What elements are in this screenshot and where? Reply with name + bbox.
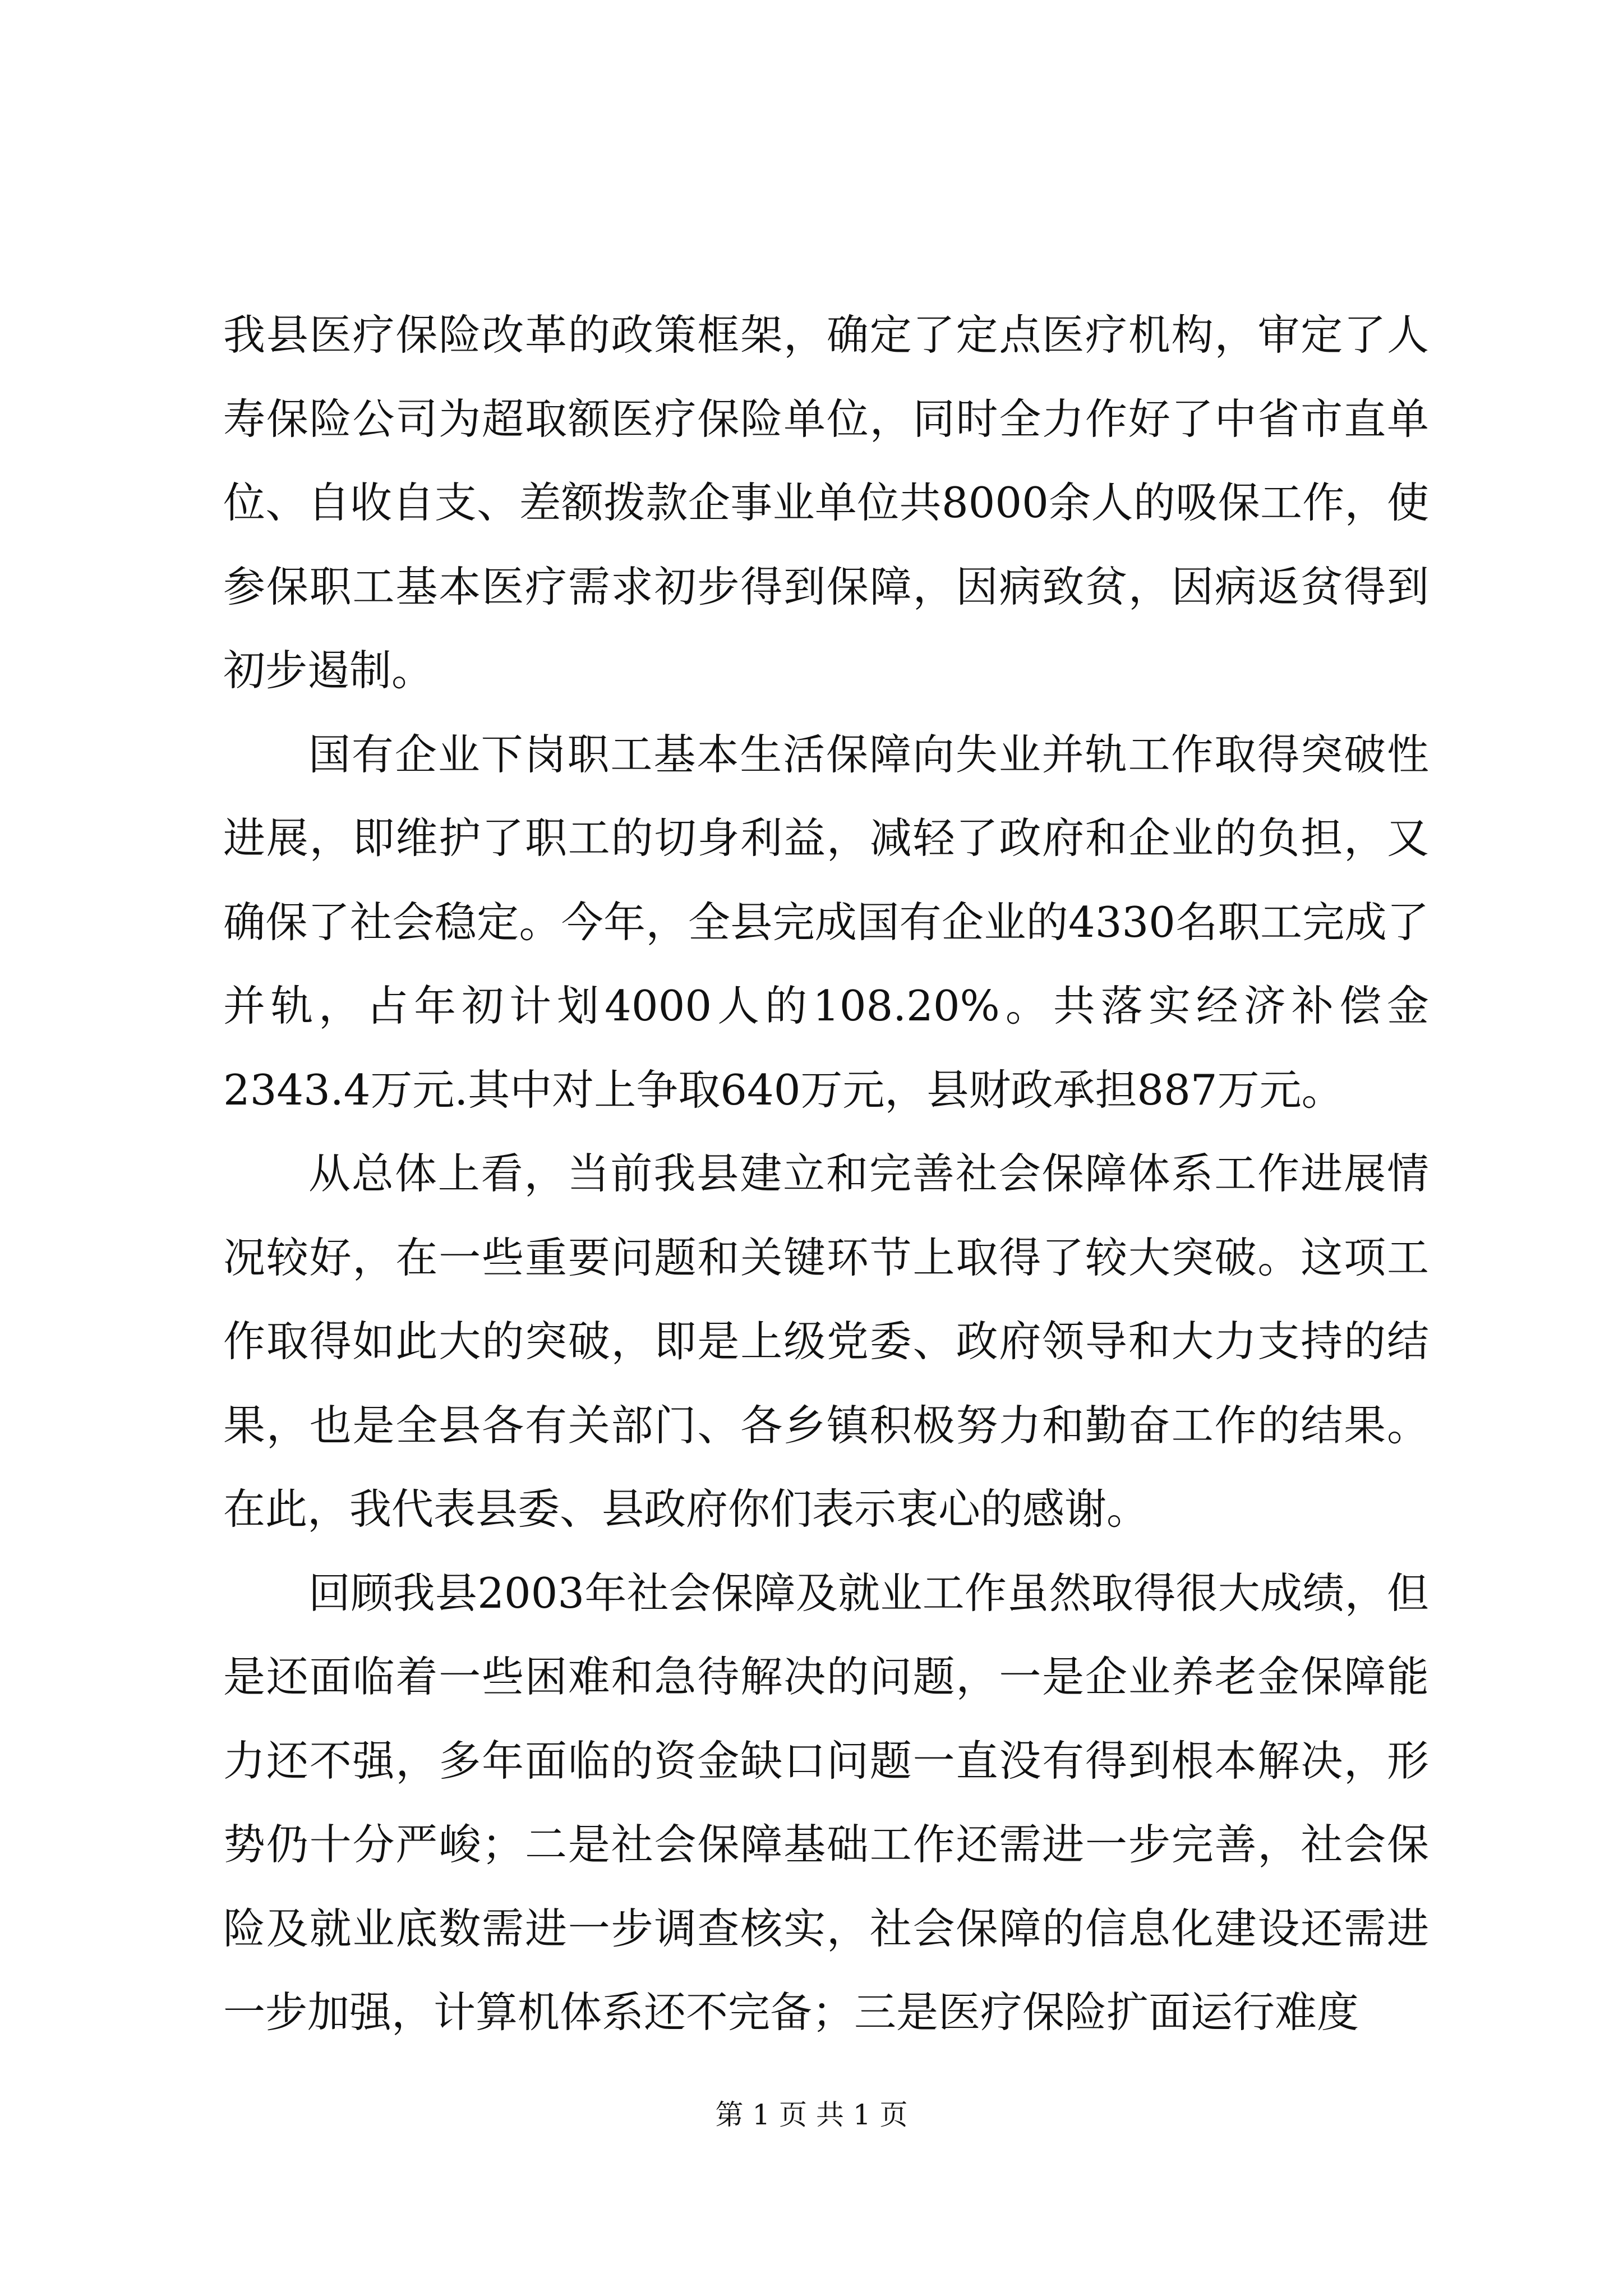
document-body [223,293,1429,2055]
paragraph-4: 回顾我县2003年社会保障及就业工作虽然取得很大成绩，但是还面临着一些困难和急待解决的问题，一是企业养老金保障能力还不强，多年面临的资金缺口问题一直没有得到根本解决，形势仍十分严峻；二是社会保障基础工作还需进一步完善，社会保险及就业底数需进一步调查核实，社会保障的信息化建设还需进一步加强，计算机体系还不完备；三是医疗保险扩面运行难度 [223,1568,1429,2037]
page-number-footer: 第 1 页 共 1 页 [715,2099,908,2131]
paragraph-3: 从总体上看，当前我县建立和完善社会保障体系工作进展情况较好，在一些重要问题和关键环节上取得了较大突破。这项工作取得如此大的突破，即是上级党委、政府领导和大力支持的结果，也是全县各有关部门、各乡镇积极努力和勤奋工作的结果。在此，我代表县委、县政府你们表示衷心的感谢。 [223,1149,1429,1534]
paragraph-2: 国有企业下岗职工基本生活保障向失业并轨工作取得突破性进展，即维护了职工的切身利益，减轻了政府和企业的负担，又确保了社会稳定。今年，全县完成国有企业的4330名职工完成了并轨，占年初计划4000人的108.20%。共落实经济补偿金2343.4万元.其中对上争取640万元，县财政承担887万元。 [223,729,1429,1115]
paragraph-1: 我县医疗保险改革的政策框架，确定了定点医疗机构，审定了人寿保险公司为超取额医疗保险单位，同时全力作好了中省市直单位、自收自支、差额拨款企事业单位共8000余人的吸保工作，使参保职工基本医疗需求初步得到保障，因病致贫，因病返贫得到初步遏制。 [223,310,1429,695]
